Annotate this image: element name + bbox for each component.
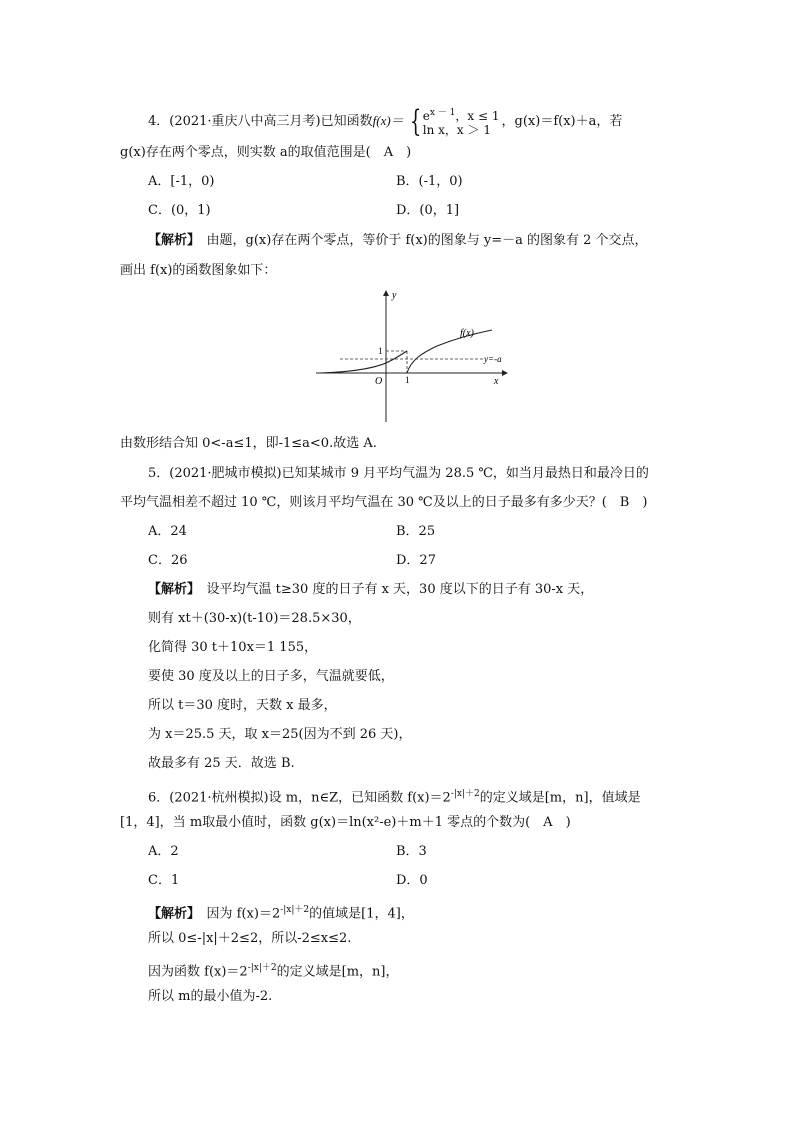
q6-analysis-line2: 所以 0≤-|x|＋2≤2，所以-2≤x≤2. xyxy=(148,931,352,946)
q5-option-a: A．24 xyxy=(148,524,187,539)
q5-line1: 5．(2021·肥城市模拟)已知某城市 9 月平均气温为 28.5 ℃，如当月最热日和最冷日的 xyxy=(148,466,649,481)
q4-fx: f(x)＝ xyxy=(372,113,404,128)
q5-analysis-line7: 故最多有 25 天．故选 B. xyxy=(148,756,295,771)
graph-x-one-label: 1 xyxy=(405,375,410,385)
q6-analysis-tag: 【解析】 xyxy=(148,906,194,922)
graph-y-one-label: 1 xyxy=(378,346,383,356)
graph-x-label: x xyxy=(494,376,499,387)
q4-cases xyxy=(423,106,500,137)
q6-analysis-line3: 因为函数 $f(x)=2^{-|x|+2}$的定义域是[m，n]， xyxy=(148,963,399,980)
q5-analysis-line4: 要使 30 度及以上的日子多，气温就要低， xyxy=(148,669,394,684)
q4-piecewise xyxy=(406,103,500,139)
q4-analysis-line2: 画出 f(x)的函数图象如下： xyxy=(120,263,277,278)
q5-analysis-line1: 【解析】 设平均气温 t≥30 度的日子有 x 天，30 度以下的日子有 30-x 天， xyxy=(148,582,594,597)
q4-line1 xyxy=(148,103,623,139)
graph-line-label: y=-a xyxy=(484,354,502,364)
q4-case2: ln x，x ＞ 1 xyxy=(422,123,491,137)
q4-stem-tail: ，g(x)＝f(x)＋a，若 xyxy=(501,114,623,129)
q5-analysis-line3: 化简得 30 t＋10x＝1 155， xyxy=(148,640,318,655)
q5-analysis-line6: 为 x＝25.5 天，取 x＝25(因为不到 26 天)， xyxy=(148,727,412,742)
q4-line2: g(x)存在两个零点，则实数 a的取值范围是( A ) xyxy=(120,145,412,160)
q6-line1: 6．(2021·杭州模拟)设 m，n∈Z，已知函数 $f(x)=2^{-|x|+2}$的定义域是[m，n]，值域是 xyxy=(148,789,641,806)
q6-option-c: C．1 xyxy=(148,873,180,888)
q5-option-b: B．25 xyxy=(396,524,436,539)
q6-analysis-line1: 【解析】 因为 $f(x)=2^{-|x|+2}$的值域是[1，4]， xyxy=(148,905,414,922)
q6-option-b: B．3 xyxy=(396,844,427,859)
q5-analysis-line2: 则有 xt＋(30-x)(t-10)＝28.5×30， xyxy=(148,611,361,626)
graph-origin-label: O xyxy=(375,376,383,387)
graph-y-label: y xyxy=(392,290,397,301)
q5-option-c: C．26 xyxy=(148,553,188,568)
q6-option-d: D．0 xyxy=(396,873,428,888)
q4-conclusion: 由数形结合知 0<-a≤1，即-1≤a<0.故选 A. xyxy=(120,436,377,451)
q6-option-a: A．2 xyxy=(148,844,179,859)
q4-analysis-tag: 【解析】 xyxy=(148,233,194,248)
q4-option-c: C．(0，1) xyxy=(148,203,211,218)
q4-stem-start: 4．(2021·重庆八中高三月考)已知函数 xyxy=(148,114,373,129)
graph-curve-label: f(x) xyxy=(460,328,474,339)
q6-line2: [1，4]，当 m取最小值时，函数 g(x)＝ln(x²-e)＋m＋1 零点的个数为( A ) xyxy=(120,815,571,830)
q4-function-graph xyxy=(312,288,512,428)
q5-analysis-tag: 【解析】 xyxy=(148,582,194,597)
q5-line2: 平均气温相差不超过 10 ℃，则该月平均气温在 30 ℃及以上的日子最多有多少天？( B ) xyxy=(120,495,648,510)
q4-option-b: B．(-1，0) xyxy=(396,174,463,189)
q5-analysis-line5: 所以 t＝30 度时，天数 x 最多， xyxy=(148,698,337,713)
q4-case1: $e^{x - 1}$，x ≤ 1 xyxy=(422,108,500,123)
q5-option-d: D．27 xyxy=(396,553,436,568)
q4-brace-icon: { xyxy=(409,103,421,139)
q4-analysis-line1: 【解析】 由题，g(x)存在两个零点，等价于 f(x)的图象与 y=－a 的图象有 2 个交点， xyxy=(148,233,648,248)
q4-option-d: D．(0，1] xyxy=(396,203,460,218)
q4-option-a: A．[-1，0) xyxy=(148,174,215,189)
q6-analysis-line4: 所以 m的最小值为-2. xyxy=(148,989,273,1004)
